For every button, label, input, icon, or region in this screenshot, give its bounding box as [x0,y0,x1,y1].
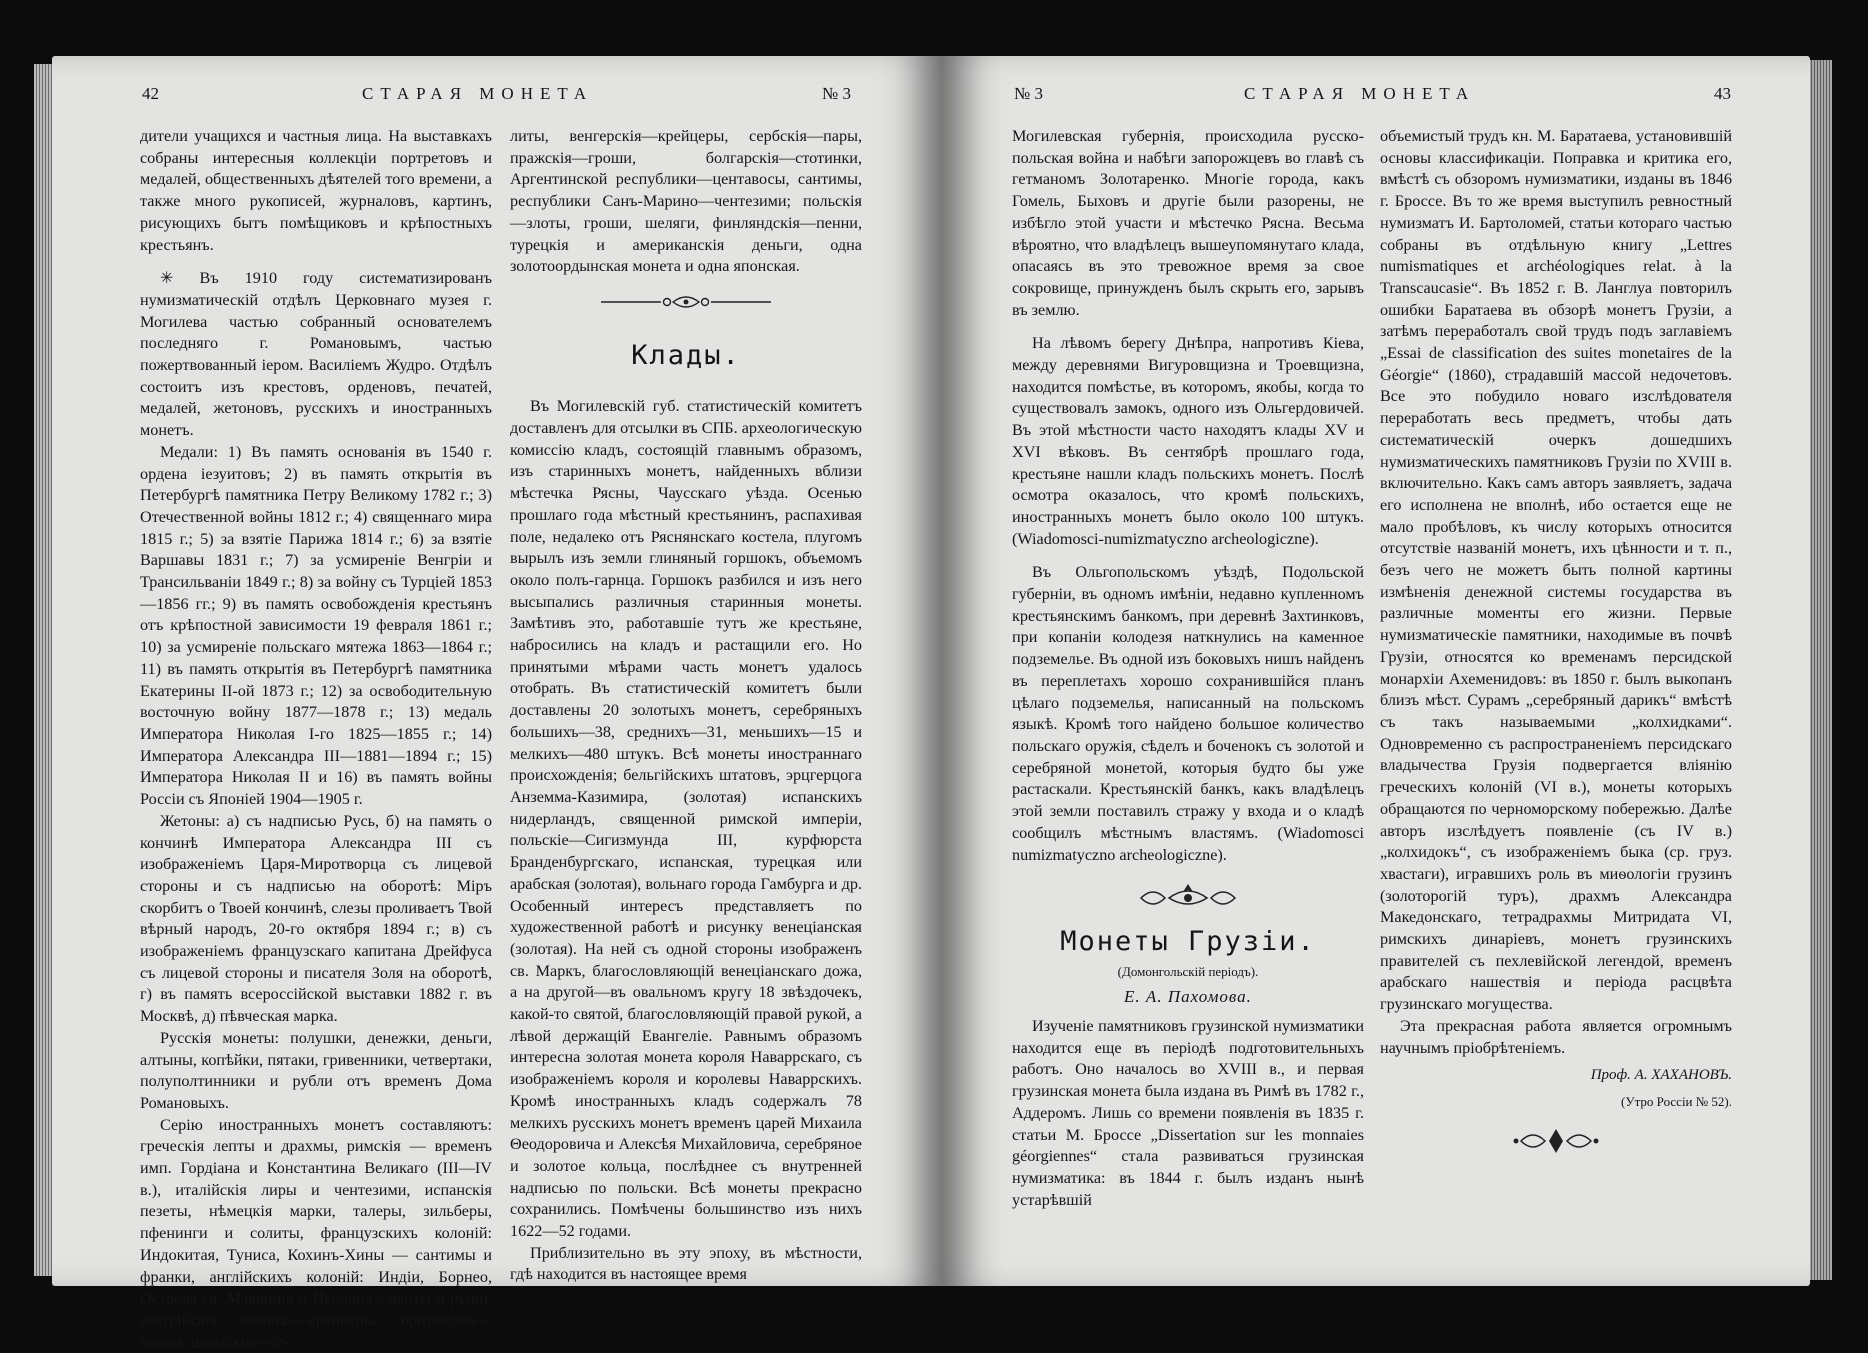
ornament-divider [510,292,862,319]
right-column-1 [1012,126,1364,1211]
issue-number-left: № 3 [822,84,851,103]
paragraph: Русскія монеты: полушки, денежки, деньги, алтыны, копѣйки, пятаки, гривенники, четвертаки, полуполтинники и рубли отъ временъ Дома Романовыхъ. [140,1028,492,1112]
paragraph: литы, венгерскія—крейцеры, сербскія—пары, пражскія—гроши, болгарскія—стотинки, Аргентинской республики—центавосы, сантимы, республики Санъ-Марино—чентезими; польскія—злоты, гроши, шеляги, финляндскія—пенни, турецкія и американскія деньги, одна золотоордынская монета и одна японская. [510,127,862,276]
issue-number-right: № 3 [1014,84,1043,103]
paragraph: Медали: 1) Въ память основанія въ 1540 г. ордена іезуитовъ; 2) въ память открытія въ Петербургѣ памятника Петру Великому 1782 г.; 3) Отечественной войны 1812 г.; 4) священнаго мира 1815 г.; 5) за взятіе Парижа 1814 г.; 6) за взятіе Варшавы 1831 г.; 7) за усмиреніе Венгріи и Трансильваніи 1849 г.; 8) за войну съ Турціей 1853—1856 гг.; 9) въ память освобожденія крестьянъ отъ крѣпостной зависимости 19 февраля 1861 г.; 10) за усмиреніе польскаго мятежа 1863—1864 г.; 11) въ память открытія въ Петербургѣ памятника Екатерины II-ой 1873 г.; 12) за освободительную восточную войну 1877—1878 г.; 13) медаль Императора Николая I-го 1825—1855 г.; 14) Императора Александра III—1881—1894 г.; 15) Императора Николая II и 16) въ память войны Россіи съ Японіей 1904—1905 г. [140,442,492,809]
paragraph: Жетоны: а) съ надписью Русь, б) на память о кончинѣ Императора Александра III съ изображеніемъ Царя-Миротворца съ лицевой стороны и съ надписью на оборотѣ: Міръ скорбитъ о Твоей кончинѣ, слезы проливаетъ Твой вѣрный народъ, 20-го октября 1894 г.; в) съ изображеніемъ французскаго капитана Дрейфуса съ лицевой стороны и писателя Золя на оборотѣ, г) въ память всероссійской выставки 1882 г. въ Москвѣ, д) пѣвческая марка. [140,811,492,1026]
right-page [942,56,1810,1286]
section-title: Монеты Грузіи. [1060,925,1316,957]
ornament-end [1380,1127,1732,1162]
paragraph: Эта прекрасная работа является огромнымъ научнымъ пріобрѣтеніемъ. [1380,1016,1732,1057]
left-column-1 [140,126,492,1353]
section-title: Клады. [631,339,741,371]
paragraph: Въ Ольгопольскомъ уѣздѣ, Подольской губерніи, въ одномъ имѣніи, недавно купленномъ крестьянскимъ банкомъ, при деревнѣ Захтинковъ, при копаніи колодезя наткнулись на каменное подземелье. Въ одной изъ боковыхъ нишъ найденъ въ переплетахъ хорошо сохранившійся планъ цѣлаго подземелья, написанный на польскомъ языкѣ. Кромѣ того найдено большое количество польскаго оружія, сѣделъ и боченокъ съ золотой и серебряной монетой, которыя будто бы уже растаскали. Крестьянскій банкъ, какъ владѣлецъ этой земли поставилъ стражу у входа и о кладѣ сообщилъ мѣстнымъ властямъ. (Wiadomosci numizmatyczno archeologiczne). [1012,563,1364,864]
paragraph: объемистый трудъ кн. М. Баратаева, установившій основы классификаціи. Поправка и критика его, вмѣстѣ съ обзоромъ нумизматики, изданы въ 1846 г. Броссе. Въ то же время выступилъ ревностный нумизматъ И. Бартоломей, статьи котораго частью собраны въ отдѣльную книгу „Lettres numismatiques et archéologiques relat. à la Transcaucasie“. Въ 1852 г. В. Ланглуа повторилъ ошибки Баратаева въ обзорѣ монетъ Грузіи, а затѣмъ переработалъ свой трудъ подъ заглавіемъ „Essai de classification des suites monetaires de la Géorgie“ (1860), страдавшій массой недочетовъ. Все это побудило новаго изслѣдователя переработать весь предметъ, чтобы дать систематическій очеркъ дошедшихъ нумизматическихъ памятниковъ Грузіи по XVIII в. включительно. Какъ самъ авторъ заявляетъ, задача его исполнена не вполнѣ, ибо остается еще не мало пробѣловъ, къ числу которыхъ относится отсутствіе названій монетъ, ихъ цѣнности и т. п., безъ чего не можетъ быть полной картины измѣненія денежной системы государства въ различные моменты его жизни. Первые нумизматическіе памятники, находимые въ почвѣ Грузіи, относятся ко временамъ персидской монархіи Ахеменидовъ: въ 1850 г. былъ выкопанъ близъ мѣст. Сурамъ „серебряный дарикъ“ вмѣстѣ съ такъ называемыми „колхидками“. Одновременно съ распространеніемъ персидскаго владычества Грузія подвергается вліянію греческихъ колоній (VI в.), монеты которыхъ обращаются по черноморскому побережью. Далѣе авторъ изслѣдуетъ появленіе (съ IV в.) „колхидокъ“, съ изображеніемъ быка (ср. груз. хвастаги), игравшихъ роль въ миѳологіи грузинъ (золоторогій туръ), драхмъ Александра Македонскаго, тетрадрахмы Митридата VI, римскихъ динаріевъ, монетъ грузинскихъ правителей съ пехлевійской легендой, временъ арабскаго нашествія и періода расцвѣта грузинскаго могущества. [1380,127,1732,1014]
section-subtitle: (Домонгольскій періодъ). [1117,963,1259,979]
ornament-divider [1012,880,1364,917]
left-page [52,56,942,1351]
running-title-right: СТАРАЯ МОНЕТА [1244,84,1476,103]
paragraph: На лѣвомъ берегу Днѣпра, напротивъ Кіева, между деревнями Вигуровщизна и Троевщизна, находится помѣстье, въ которомъ, якобы, когда то существовалъ замокъ, одного изъ Ольгердовичей. Въ этой мѣстности часто находятъ клады XV и XVI вѣковъ. Въ сентябрѣ прошлаго года, крестьяне нашли кладъ польскихъ монетъ. Послѣ осмотра оказалось, что кромѣ польскихъ, иностранныхъ монетъ было около 100 штукъ. (Wiadomosci-numizmatyczno archeologiczne). [1012,334,1364,548]
left-column-2 [510,126,862,1286]
paragraph: Могилевская губернія, происходила русско-польская война и набѣги запорожцевъ во главѣ съ гетманомъ Золотаренко. Многіе города, какъ Гомель, Быховъ и другіе были разорены, не избѣгло этой участи и мѣстечко Рясна. Весьма вѣроятно, что владѣлецъ вышеупомянутаго клада, опасаясь въ это тревожное время за свое сокровище, принужденъ былъ скрыть его, зарывъ въ землю. [1012,127,1364,319]
paragraph: ✳ Въ 1910 году систематизированъ нумизматическій отдѣлъ Церковнаго музея г. Могилева частью собранный основателемъ последняго г. Романовымъ, частью пожертвованный іером. Василіемъ Жудро. Отдѣлъ состоитъ изъ крестовъ, орденовъ, печатей, медалей, жетоновъ, русскихъ и иностранныхъ монетъ. [140,269,492,440]
paragraph: Серію иностранныхъ монетъ составляютъ: греческія лепты и драхмы, римскія — временъ имп. Гордіана и Константина Великаго (III—IV в.), италійскія лиры и чентезими, испанскія пезеты, нѣмецкія марки, талеры, зильберы, пфенинги и солиты, французскихъ колоній: Индокитая, Туниса, Кохинъ-Хины — сантимы и франки, англійскихъ колоній: Индіи, Борнео, Острова св. Мавриція и Цейлона—центы и рупіи, австрійскія монеты—крейцеры, британскія—пенсы, шведскія—со- [140,1115,492,1351]
article-author: Е. А. Пахомова. [1124,987,1252,1007]
source-reference: (Утро Россіи № 52). [1621,1093,1732,1109]
paragraph: Приблизительно въ эту эпоху, въ мѣстности, гдѣ находится въ настоящее время [510,1243,862,1284]
paragraph: Изученіе памятниковъ грузинской нумизматики находится еще въ періодѣ подготовительныхъ работъ. Оно началось во XVIII в., и первая грузинская монета была издана въ Римѣ въ 1782 г., Аддеромъ. Лишь со времени появленія въ 1835 г. статьи М. Броссе „Dissertation sur les monnaies géorgiennes“ стала развиваться грузинская нумизматика: въ 1844 г. былъ изданъ нынѣ устарѣвшій [1012,1017,1364,1209]
running-title-left: СТАРАЯ МОНЕТА [362,84,594,103]
paragraph: дители учащихся и частныя лица. На выставкахъ собраны интересныя коллекціи портретовъ и медалей, общественныхъ дѣятелей того времени, а также много рукописей, журналовъ, картинъ, рисующихъ бытъ помѣщиковъ и крѣпостныхъ крестьянъ. [140,127,492,254]
page-number-left: 42 [142,84,159,103]
author-signature: Проф. А. ХАХАНОВЪ. [1590,1067,1732,1084]
paragraph: Въ Могилевскій губ. статистическій комитетъ доставленъ для отсылки въ СПБ. археологическую комиссію кладъ, состоящій главнымъ образомъ, изъ старинныхъ монетъ, найденныхъ вблизи мѣстечка Рясны, Чаусскаго уѣзда. Осенью прошлаго года мѣстный крестьянинъ, распахивая поле, недалеко отъ Ряснянскаго костела, плугомъ вырылъ изъ земли глиняный горшокъ, объемомъ около полъ-гарнца. Горшокъ разбился и изъ него высыпались различныя старинныя монеты. Замѣтивъ это, работавшіе тутъ же крестьяне, набросились на кладъ и растащили его. Но принятыми мѣрами часть монетъ удалось отобрать. Въ статистическій комитетъ были доставлены 20 золотыхъ монетъ, серебряныхъ большихъ—38, среднихъ—31, меньшихъ—15 и мелкихъ—480 штукъ. Всѣ монеты иностраннаго происхожденія; бельгійскихъ штатовъ, эрцгерцога Анземма-Казимира, (золотая) испанскихъ нидерландъ, священной римской имперіи, польскіе—Сигизмунда III, курфюрста Бранденбургскаго, испанская, турецкая или арабская (золотая), вольнаго города Гамбурга и др. Особенный интересъ представляетъ по художественной работѣ и рисунку венеціанская (золотая). На ней съ одной стороны изображенъ св. Маркъ, благословляющій венеціанскаго дожа, а на другой—въ овальномъ кругу 18 звѣздочекъ, какой-то святой, благословляющій правой рукой, а лѣвой держащій Евангеліе. Равнымъ образомъ интересна золотая монета короля Наваррскаго, съ изображеніемъ короля и королевы Наваррскихъ. Кромѣ иностранныхъ кладъ содержалъ 78 мелкихъ русскихъ монетъ временъ царей Михаила Θеодоровича и Алексѣя Михайловича, серебряное и золотое кольца, послѣднее съ внутренней надписью по польски. Всѣ монеты прекрасно сохранились. Помѣчены большинство изъ нихъ 1622—52 годами. [510,397,862,1241]
right-column-2 [1380,126,1732,1173]
page-number-right: 43 [1714,84,1731,103]
